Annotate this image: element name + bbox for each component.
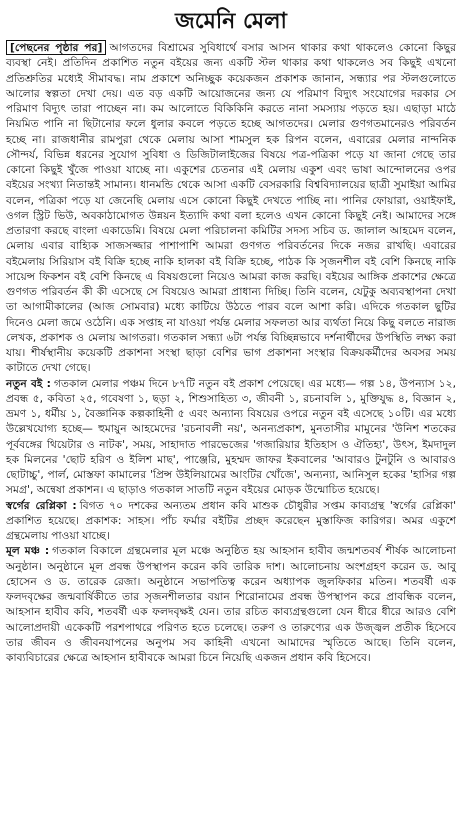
main-stage-text: গতকাল বিকালে গ্রন্থমেলার মূল মঞ্চে অনুষ্ঠিত হয় আহসান হাবীব জন্মশতবর্ষ শীর্ষক আলোচনা অনুষ্ঠান। অনুষ্ঠানে মূল প্রবন্ধ উপস্থাপন করেন কবি তারিক দাশ। আলোচনায় অংশগ্রহণ করেন ড. আবু হোসেন ও ড. তারেক রেজা। অনুষ্ঠানে সভাপতিত্ব করেন অধ্যাপক জুলফিকার মতিন। শতবর্ষী এক ফলদবৃক্ষের জন্মবার্ষিকীতে তার সৃজনশীলতার বয়ান শিরোনামের প্রবন্ধ উপস্থাপন করে প্রাবন্ধিক বলেন, আহসান হাবীব কবি, শতবর্ষী এক ফলদবৃক্ষই যেন। তার রচিত কাব্যগ্রন্থগুলো যেন ধীরে ধীরে আরও বেশি আলোপ্রদায়ী একেকটি পরশপাথরে পরিণত হতে চলেছে। তরুণ ও তারুণ্যের এক উজ্জ্বল প্রতীক হিসেবে তার জীবন ও জীবনযাপনের অনুপম সব কাহিনী এখনো আমাদের স্মৃতিতে আছে। তিনি বলেন, কাব্যবিচারের ক্ষেত্রে আহসান হাবীবকে আমরা চিনে নিয়েছি একজন প্রধান কবি হিসেবে।: [6, 544, 456, 664]
new-books-text: গতকাল মেলার পঞ্চম দিনে ৮৭টি নতুন বই প্রকাশ পেয়েছে। এর মধ্যে— গল্প ১৪, উপন্যাস ১২, প্রবন্ধ ৫, কবিতা ২৫, গবেষণা ১, ছড়া ২, শিশুসাহিত্য ৩, জীবনী ১, রচনাবলি ১, মুক্তিযুদ্ধ ৪, বিজ্ঞান ২, ভ্রমণ ১, ধর্মীয় ১, বৈজ্ঞানিক কল্পকাহিনী ৫ এবং অন্যান্য বিষয়ের ওপরে নতুন বই এসেছে ১০টি। এর মধ্যে উল্লেখযোগ্য হচ্ছে— হুমায়ুন আহমেদের 'রচনাবলী নয়', অনন্যপ্রকাশ, মুনতাসীর মামুনের 'উনিশ শতকের পূর্ববঙ্গের থিয়েটার ও নাটক', সময়, সাহাদাত পারভেজের 'গজারিয়ার ইতিহাস ও ঐতিহ্য', উৎস, ইমদাদুল হক মিলনের 'ছোট হরিণ ও ইলিশ মাছ', পাঞ্জেরি, মুহম্মদ জাফর ইকবালের 'আবারও টুনটুনি ও আবারও ছোটাচ্চু', পার্ল, মোস্তফা কামালের 'প্রিন্স উইলিয়ামের আংটির খোঁজে', অন্যন্যা, আনিসুল হকের 'হাসির গল্প সমগ্র', অন্বেষা প্রকাশন। এ ছাড়াও গতকাল সাতটি নতুন বইয়ের মোড়ক উন্মোচিত হয়েছে।: [6, 376, 456, 497]
new-books-paragraph: [6, 376, 456, 498]
swarger-text: বিগত ৭০ দশকের অন্যতম প্রধান কবি মাশুক চৌধুরীর সপ্তম কাব্যগ্রন্থ 'স্বর্গের রেপ্লিকা' প্রকাশিত হয়েছে। প্রকাশক: সাহস। পাঁচ ফর্মার বইটির প্রচ্ছদ করেছেন মুস্তাফিজ কারিগর। অমর একুশে গ্রন্থমেলায় পাওয়া যাচ্ছে।: [6, 498, 457, 542]
article-body: [6, 40, 456, 665]
main-stage-paragraph: [6, 543, 456, 665]
new-books-heading: নতুন বই :: [6, 376, 51, 390]
intro-text: আগতদের বিশ্রামের সুবিধার্থে বসার আসন থাকার কথা থাকলেও কোনো কিছুর ব্যবস্থা নেই। প্রতিদিন প্রকাশিত নতুন বইয়ের জন্য একটি স্টল থাকার কথা থাকলেও সব কিছুই এখনো প্রতিশ্রুতির মধ্যেই সীমাবদ্ধ। নাম প্রকাশে অনিচ্ছুক কয়েকজন প্রকাশক জানান, সন্ধ্যার পর স্টলগুলোতে আলোর স্বল্পতা দেখা দেয়। এত বড় একটি আয়োজনের জন্য যে পরিমাণ বিদ্যুৎ সংযোগের দরকার সে পরিমাণ বিদ্যুৎ তারা পাচ্ছেন না। কম আলোতে বিকিকিনি করতে নানা সমস্যায় পড়তে হয়। এছাড়া মাঠে নিয়মিত পানি না ছিটানোর ফলে ধুলার কবলে পড়তে হচ্ছে আগতদের। মেলার গুণগতমানেরও পরিবর্তন হচ্ছে না। রাজধানীর রামপুরা থেকে মেলায় আসা শামসুল হক রিপন বলেন, এবারের মেলার নান্দনিক সৌন্দর্য, বিভিন্ন ধরনের সুযোগ সুবিধা ও ডিজিটালাইজের বিষয়ে পত্র-পত্রিকা পড়ে যা জানা গেছে তার কোনো কিছুই খুঁজে পাওয়া যাচ্ছে না। একুশের চেতনার এই মেলায় একুশ এবং ভাষা আন্দোলনের ওপর বইয়ের সংখ্যা নিতান্তই সামান্য। ধানমন্ডি থেকে আসা একটি বেসরকারি বিশ্ববিদ্যালয়ের ছাত্রী সুমাইয়া আমির বলেন, পত্রিকা পড়ে যা জেনেছি মেলায় এসে কোনো কিছুই দেখতে পাচ্ছি না। পানির ফোয়ারা, ওয়াইফাই, ওগল স্ট্রিট ভিউ, অবকাঠামোগত উন্নয়ন ইত্যাদি কথা বলা হলেও এখন কোনো কিছুই নেই। আমাদের সঙ্গে প্রতারণা করছে বাংলা একাডেমি। বিষয়ে মেলা পরিচালনা কমিটির সদস্য সচিব ড. জালাল আহমেদ বলেন, মেলায় এবার বাহ্যিক সাজসজ্জার পাশাপাশি আমরা গুণগত পরিবর্তনের দিকে নজর রাখছি। এবারের বইমেলায় সিরিয়াস বই বিক্রি হচ্ছে নাকি হালকা বই বিক্রি হচ্ছে, পাঠক কি সৃজনশীল বই বেশি কিনছে নাকি সায়েন্স ফিকশন বই বেশি কিনছে এ বিষয়গুলো নিয়েও আমরা কাজ করছি। বইয়ের আঙ্গিক প্রকাশের ক্ষেত্রে গুণগত পরিবর্তন কী কী এসেছে সে বিষয়েও আমরা প্রাধান্য দিচ্ছি। তিনি বলেন, যেটুকু অব্যবস্থাপনা দেখা তা আগামীকালের (আজ সোমবার) মধ্যে কাটিয়ে উঠতে পারব বলে আশা করি। এদিকে গতকাল ছুটির দিনেও মেলা জমে ওঠেনি। এক সপ্তাহ না যাওয়া পর্যন্ত মেলার সফলতা আর ব্যর্থতা নিয়ে কিছু বলতে নারাজ লেখক, প্রকাশক ও মেলায় আগতরা। গতকাল সন্ধ্যা ৬টা পর্যন্ত বিচ্ছিন্নভাবে দর্শনার্থীদের উপস্থিতি লক্ষ্য করা যায়। শীর্ষস্থানীয় কয়েকটি প্রকাশনা সংস্থা ছাড়া বেশির ভাগ প্রকাশনা সংস্থার বিক্রয়কর্মীদের অবসর সময় কাটাতে দেখা গেছে।: [6, 41, 456, 375]
article-title: জমেনি মেলা: [175, 8, 287, 34]
intro-paragraph: [6, 40, 456, 376]
continued-label: [পেছনের পৃষ্ঠার পর]: [6, 40, 106, 55]
swarger-paragraph: [6, 498, 456, 544]
main-stage-heading: মূল মঞ্চ :: [6, 544, 50, 558]
swarger-heading: স্বর্গের রেপ্লিকা :: [6, 498, 77, 512]
